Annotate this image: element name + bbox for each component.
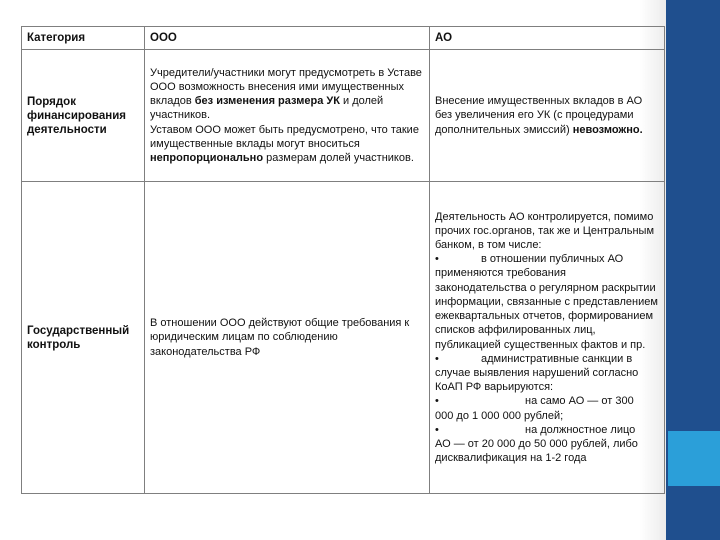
ao-financing-text: Внесение имущественных вкладов в АО без увеличения его УК (с процедурами дополнительных эмиссий) невозможно. xyxy=(435,95,643,136)
list-item-continuation: случае выявления нарушений согласно КоАП РФ варьируются: xyxy=(435,366,639,394)
header-ao: АО xyxy=(430,27,665,50)
ooo-financing-paragraph-1: Учредители/участники могут предусмотреть в Уставе ООО возможность внесения ими имущественных вкладов без изменения размера УК и долей участников. xyxy=(150,66,422,122)
list-item: • административные санкции в xyxy=(435,352,633,365)
list-item: • на должностное лицо xyxy=(435,423,636,436)
header-category: Категория xyxy=(22,27,145,50)
side-accent-block xyxy=(668,431,720,486)
category-state-control xyxy=(22,182,145,494)
bullet-icon: • xyxy=(435,253,439,266)
table-row-state-control xyxy=(22,182,665,494)
list-item-continuation: АО — от 20 000 до 50 000 рублей, либо дисквалификация на 1-2 года xyxy=(435,437,638,465)
ooo-state-control-cell xyxy=(145,182,430,494)
bullet-icon: • xyxy=(435,423,439,436)
list-item: • на само АО — от 300 xyxy=(435,395,634,408)
comparison-table xyxy=(21,26,665,494)
ao-state-control-intro: Деятельность АО контролируется, помимо прочих гос.органов, так же и Центральным банком, в том числе: xyxy=(435,210,655,252)
header-ooo: ООО xyxy=(145,27,430,50)
list-item-continuation: применяются требования законодательства о регулярном раскрытии информации, связанные с представлением ежеквартальных отчетов, формированием списков аффилированных лиц, публикацией существенных фактов и пр. xyxy=(435,267,658,351)
ooo-financing-cell xyxy=(145,50,430,182)
category-financing-label: Порядок финансирования деятельности xyxy=(27,95,126,136)
ao-state-control-cell xyxy=(430,182,665,494)
bullet-icon: • xyxy=(435,395,439,408)
list-item-continuation: 000 до 1 000 000 рублей; xyxy=(435,409,564,422)
table-row-financing xyxy=(22,50,665,182)
table-header-row xyxy=(22,27,665,50)
ooo-financing-paragraph-2: Уставом ООО может быть предусмотрено, что такие имущественные вклады могут вноситься непропорционально размерам долей участников. xyxy=(150,123,419,164)
category-financing xyxy=(22,50,145,182)
list-item: • в отношении публичных АО xyxy=(435,253,624,266)
ooo-state-control-text: В отношении ООО действуют общие требования к юридическим лицам по соблюдению законодательства РФ xyxy=(150,317,410,358)
ao-financing-cell xyxy=(430,50,665,182)
category-state-control-label: Государственный контроль xyxy=(27,324,130,351)
bullet-icon: • xyxy=(435,352,439,365)
